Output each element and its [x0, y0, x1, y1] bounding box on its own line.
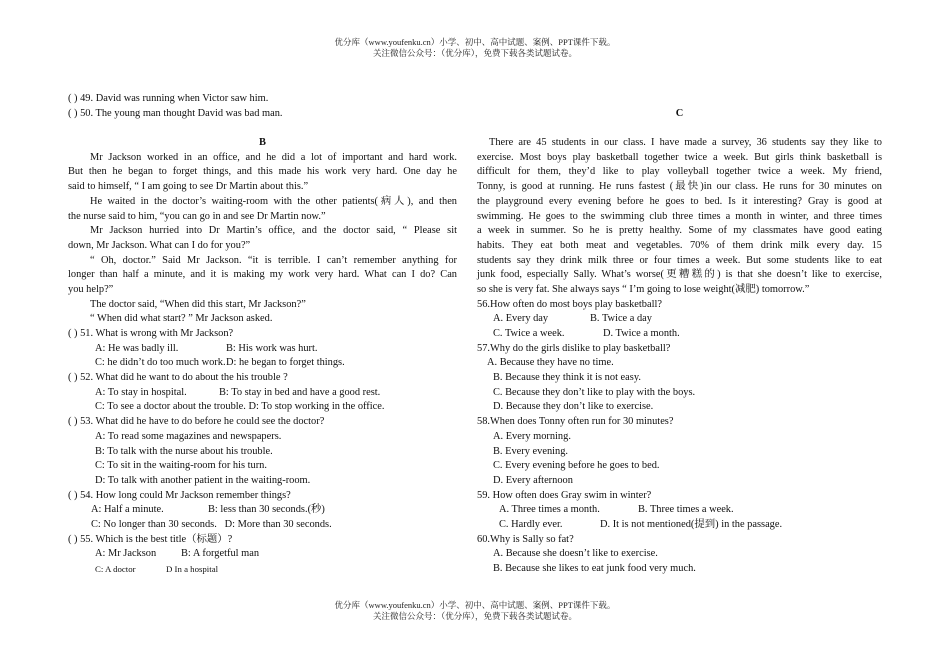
- passage-b-line: But then he began to forget things, and this made his work very hard. One day he: [68, 166, 457, 178]
- passage-c-line: students say they drink milk three or four times a week. But some students like to eat: [477, 254, 882, 266]
- option-d: D: To talk with another patient in the waiting-room.: [95, 474, 311, 486]
- option-a: A: To stay in hospital.: [95, 386, 187, 398]
- question-55-options-cd: [68, 562, 457, 577]
- option-a: A. Because she doesn’t like to exercise.: [493, 548, 658, 560]
- header-line-2: 关注微信公众号：（优分库），免费下载各类试题试卷。: [372, 48, 577, 58]
- question-54-options-cd: [68, 518, 457, 533]
- passage-b: [68, 151, 457, 327]
- passage-b-line: The doctor said, “When did this start, Mr Jackson?”: [90, 298, 306, 310]
- passage-c-line: so she is very fat. She always says “ I’m going to lose weight(减肥) tomorrow.”: [477, 283, 810, 295]
- option-b: B. Because they think it is not easy.: [493, 372, 641, 384]
- footer-line-2: 关注微信公众号：（优分库），免费下载各类试题试卷。: [372, 611, 577, 621]
- question-51-options-cd: [68, 356, 457, 371]
- question-55-stem: ( ) 55. Which is the best title（标题）?: [68, 533, 233, 545]
- question-54-options-ab: [68, 503, 457, 518]
- passage-b-line: the nurse said to him, “you can go in and see Dr Martin now.”: [68, 210, 326, 222]
- question-53-stem: ( ) 53. What did he have to do before he could see the doctor?: [68, 416, 325, 428]
- option-c: C. Hardly ever.: [499, 518, 563, 530]
- option-b: B: To stay in bed and have a good rest.: [219, 386, 381, 398]
- passage-b-line: said to himself, “ I am going to see Dr Martin about this.”: [68, 181, 309, 193]
- option-a: A. Every morning.: [493, 430, 571, 442]
- passage-c: [477, 136, 882, 298]
- option-a: A: He was badly ill.: [95, 342, 179, 354]
- option-a: A: Mr Jackson: [95, 548, 157, 560]
- option-a: A: Half a minute.: [91, 504, 164, 516]
- section-c-heading: C: [675, 107, 684, 119]
- passage-c-line: a week in summer. So he is pretty healthy. Some of my classmates have good eating: [477, 225, 882, 237]
- question-59-options-cd: [477, 518, 882, 533]
- footer-line-1: 优分库（www.youfenku.cn）小学、初中、高中试题、案例、PPT课件下载。: [334, 600, 616, 610]
- question-52-stem: ( ) 52. What did he want to do about the his trouble ?: [68, 372, 288, 384]
- question-56-options-cd: [477, 327, 882, 342]
- passage-c-line: swimming. He goes to the swimming club three times a month in winter, and three times: [477, 210, 882, 222]
- passage-b-line: Mr Jackson hurried into Dr Martin’s office, and the doctor said, “ Please sit: [90, 225, 457, 237]
- option-b: B: A forgetful man: [181, 548, 260, 560]
- option-c: C. Because they don’t like to play with the boys.: [493, 386, 696, 398]
- option-c: C: To see a doctor about the trouble.: [95, 401, 246, 413]
- passage-b-line: longer than half a minute, and it is making my work very hard. What can I do? Can: [68, 269, 457, 281]
- passage-c-line: There are 45 students in our class. I have made a survey, 36 students say they like to: [489, 137, 882, 149]
- passage-c-line: difficult for them, they’d like to play volleyball together twice a week. My friend,: [477, 166, 882, 178]
- option-b: B. Because she likes to eat junk food very much.: [493, 563, 696, 574]
- question-49: ( ) 49. David was running when Victor saw him.: [68, 93, 269, 104]
- passage-c-line: exercise. Most boys play basketball together twice a week. But girls think basketball is: [477, 151, 882, 163]
- option-d: D In a hospital: [166, 564, 219, 574]
- passage-c-line: Tonny, is good at running. He runs fastest (最快)in our class. He runs for 30 minutes on: [477, 181, 882, 193]
- option-c: C. Every evening before he goes to bed.: [493, 460, 660, 472]
- question-56-stem: 56.How often do most boys play basketball?: [477, 298, 662, 310]
- question-52-options-ab: [68, 386, 457, 401]
- question-54-stem: ( ) 54. How long could Mr Jackson remember things?: [68, 489, 291, 501]
- option-c: C. Twice a week.: [493, 328, 565, 339]
- page-header: [0, 37, 950, 59]
- question-58-stem: 58.When does Tonny often run for 30 minutes?: [477, 416, 674, 428]
- option-c: C: To sit in the waiting-room for his turn.: [95, 460, 267, 472]
- passage-c-line: junk food, especially Sally. What’s worse(更糟糕的) is that she doesn’t like to exercise,: [477, 269, 882, 281]
- option-b: B. Three times a week.: [638, 504, 734, 516]
- question-55-options-ab: [68, 547, 457, 562]
- option-c: C: he didn’t do too much work.: [95, 357, 226, 369]
- option-a: A. Every day: [493, 313, 549, 325]
- option-b: B. Twice a day: [590, 313, 652, 325]
- option-b: B: less than 30 seconds.(秒): [208, 504, 325, 516]
- option-a: A. Three times a month.: [499, 504, 600, 516]
- option-d: D. Because they don’t like to exercise.: [493, 401, 654, 413]
- option-d: D: To stop working in the office.: [248, 401, 385, 413]
- passage-b-line: He waited in the doctor’s waiting-room with the other patients(病人), and then: [90, 195, 457, 207]
- question-52-options-cd: [68, 400, 457, 415]
- passage-b-line: you help?”: [68, 283, 114, 295]
- page-footer: [0, 600, 950, 622]
- option-d: D: he began to forget things.: [226, 357, 345, 369]
- question-51-stem: ( ) 51. What is wrong with Mr Jackson?: [68, 328, 234, 339]
- question-57-stem: 57.Why do the girls dislike to play basketball?: [477, 342, 671, 354]
- section-b-heading: B: [259, 137, 266, 149]
- left-column: [68, 92, 457, 577]
- question-56-options-ab: [477, 312, 882, 327]
- passage-b-line: down, Mr Jackson. What can I do for you?”: [68, 239, 251, 251]
- option-d: D. Every afternoon: [493, 474, 573, 486]
- passage-b-line: “ When did what start? ” Mr Jackson asked.: [90, 313, 273, 325]
- question-59-options-ab: [477, 503, 882, 518]
- passage-b-line: “ Oh, doctor.” Said Mr Jackson. “it is terrible. I can’t remember anything for: [90, 254, 457, 266]
- option-b: B: His work was hurt.: [226, 342, 318, 354]
- passage-c-line: the playground every evening before he goes to bed. Is it interesting? Gray is good at: [477, 195, 882, 207]
- option-a: A. Because they have no time.: [487, 357, 614, 369]
- option-d: D. Twice a month.: [603, 328, 680, 339]
- option-c: C: No longer than 30 seconds.: [91, 518, 217, 530]
- option-c: C: A doctor: [95, 564, 136, 574]
- passage-c-line: habits. They eat both meat and vegetables. 70% of them drink milk every day. 15: [477, 239, 882, 251]
- header-line-1: 优分库（www.youfenku.cn）小学、初中、高中试题、案例、PPT课件下载。: [334, 37, 616, 47]
- option-d: D. It is not mentioned(提到) in the passage.: [600, 518, 783, 530]
- question-59-stem: 59. How often does Gray swim in winter?: [477, 489, 652, 501]
- option-b: B: To talk with the nurse about his trouble.: [95, 445, 273, 457]
- option-a: A: To read some magazines and newspapers.: [95, 430, 282, 442]
- question-60-stem: 60.Why is Sally so fat?: [477, 533, 574, 545]
- right-column: [477, 92, 882, 577]
- question-51-options-ab: [68, 342, 457, 357]
- question-50: ( ) 50. The young man thought David was bad man.: [68, 107, 283, 119]
- passage-b-line: Mr Jackson worked in an office, and he did a lot of important and hard work.: [90, 151, 457, 163]
- option-d: D: More than 30 seconds.: [224, 518, 332, 530]
- option-b: B. Every evening.: [493, 445, 569, 457]
